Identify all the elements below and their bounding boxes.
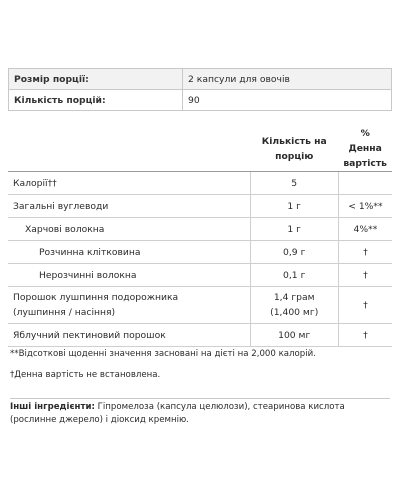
nutrient-amount — [250, 287, 338, 324]
dv-header-line1: % Денна — [348, 128, 382, 154]
facts-header-amount — [250, 126, 338, 172]
nutrient-amount: 1 г — [250, 195, 338, 218]
nutrient-name — [8, 287, 250, 324]
serving-count-value: 90 — [183, 90, 392, 111]
ingredients-text: Гіпромелоза (капсула целюлози), стеаринова кислота (рослинне джерело) і діоксид кремнію. — [10, 402, 345, 425]
facts-header-name — [8, 126, 250, 172]
footnote-not-established: †Денна вартість не встановлена. — [10, 370, 161, 380]
nutrient-amount-line1: 1,4 грам — [273, 292, 315, 303]
nutrient-name: Харчові волокна — [8, 218, 250, 241]
serving-info-table — [8, 68, 392, 111]
table-row — [8, 195, 392, 218]
facts-header-dv — [338, 126, 392, 172]
serving-size-value: 2 капсули для овочів — [183, 69, 392, 90]
facts-header-row — [8, 126, 392, 172]
nutrient-dv: < 1%** — [338, 195, 392, 218]
nutrient-name: Нерозчинні волокна — [8, 264, 250, 287]
serving-count-row — [9, 90, 392, 111]
ingredients-label: Інші інгредієнти: — [10, 402, 95, 412]
nutrient-dv: † — [338, 264, 392, 287]
serving-count-label: Кількість порцій: — [9, 90, 183, 111]
nutrient-dv: 4%** — [338, 218, 392, 241]
table-row — [8, 264, 392, 287]
nutrient-name: Калорії†† — [8, 172, 250, 195]
nutrient-name: Розчинна клітковина — [8, 241, 250, 264]
nutrient-name-line2: (лушпиння / насіння) — [13, 307, 116, 318]
nutrient-amount: 0,9 г — [250, 241, 338, 264]
table-row — [8, 287, 392, 324]
nutrient-name: Загальні вуглеводи — [8, 195, 250, 218]
dv-header-line2: вартість — [343, 158, 387, 169]
nutrient-amount: 1 г — [250, 218, 338, 241]
table-row — [8, 172, 392, 195]
amount-header-line1: Кількість на — [261, 135, 327, 147]
table-row — [8, 218, 392, 241]
footnote-daily-values: **Відсоткові щоденні значення засновані на дієті на 2,000 калорій. — [10, 349, 316, 359]
nutrient-dv: † — [338, 241, 392, 264]
other-ingredients — [10, 398, 390, 427]
nutrient-dv — [338, 172, 392, 195]
table-row — [8, 241, 392, 264]
nutrient-dv: † — [338, 287, 392, 324]
serving-size-label: Розмір порції: — [9, 69, 183, 90]
table-row — [8, 324, 392, 347]
serving-size-row — [9, 69, 392, 90]
nutrient-amount: 100 мг — [250, 324, 338, 347]
nutrition-facts-table — [8, 126, 392, 347]
nutrient-name-line1: Порошок лушпиння подорожника — [13, 292, 179, 303]
nutrient-dv: † — [338, 324, 392, 347]
nutrient-amount: 5 — [250, 172, 338, 195]
nutrient-amount: 0,1 г — [250, 264, 338, 287]
nutrient-name: Яблучний пектиновий порошок — [8, 324, 250, 347]
nutrient-amount-line2: (1,400 мг) — [270, 307, 319, 318]
amount-header-line2: порцію — [275, 150, 314, 162]
